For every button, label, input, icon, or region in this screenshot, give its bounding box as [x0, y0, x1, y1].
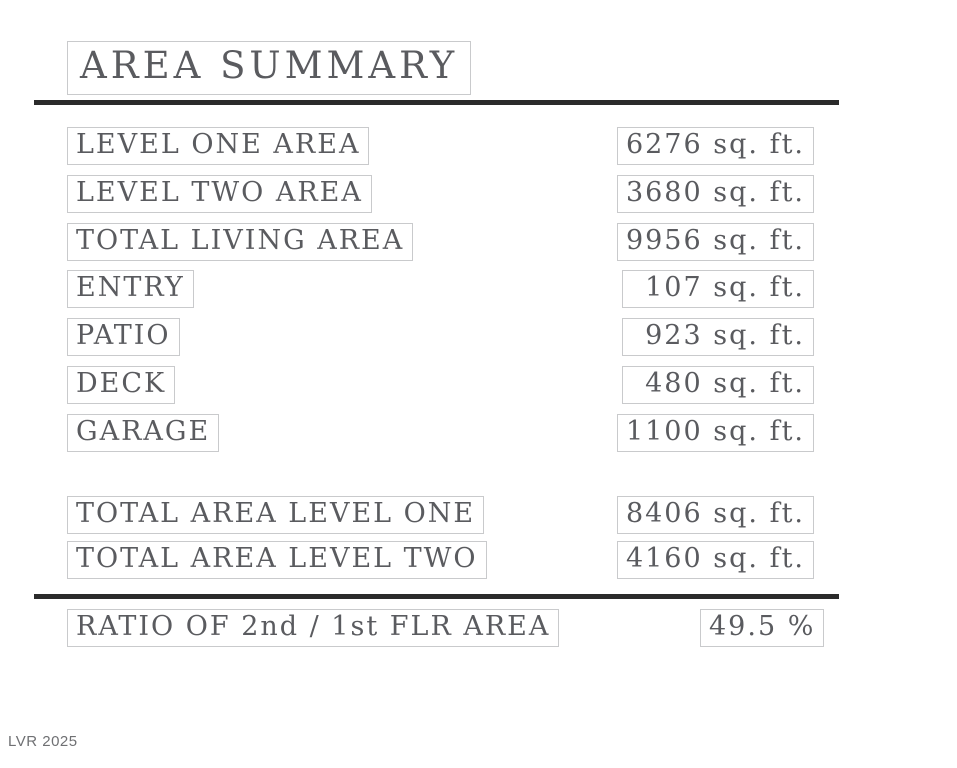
row-value	[617, 414, 814, 452]
total-value	[617, 541, 814, 579]
page-title: AREA SUMMARY	[67, 41, 471, 95]
table-row	[0, 270, 957, 316]
total-row	[0, 496, 957, 542]
row-value-unit: sq. ft.	[713, 129, 805, 160]
total-label: TOTAL AREA LEVEL TWO	[67, 541, 487, 579]
row-value-unit: sq. ft.	[713, 225, 805, 256]
row-value	[617, 175, 814, 213]
total-value-number: 8406	[625, 498, 703, 529]
row-value-unit: sq. ft.	[713, 416, 805, 447]
row-value	[622, 366, 814, 404]
row-label: GARAGE	[67, 414, 219, 452]
row-value-unit: sq. ft.	[713, 272, 805, 303]
total-value-unit: sq. ft.	[713, 498, 805, 529]
divider-bottom	[34, 594, 839, 599]
table-row	[0, 414, 957, 460]
divider-top	[34, 100, 839, 105]
table-row	[0, 366, 957, 412]
row-value-number: 6276	[625, 129, 703, 160]
row-value-number: 3680	[625, 177, 703, 208]
row-label: LEVEL TWO AREA	[67, 175, 372, 213]
row-value	[622, 318, 814, 356]
row-value	[617, 127, 814, 165]
row-label: ENTRY	[67, 270, 194, 308]
total-label: TOTAL AREA LEVEL ONE	[67, 496, 484, 534]
row-label: TOTAL LIVING AREA	[67, 223, 413, 261]
ratio-value: 49.5 %	[700, 609, 824, 647]
ratio-label: RATIO OF 2nd / 1st FLR AREA	[67, 609, 559, 647]
table-row	[0, 223, 957, 269]
footer-watermark: LVR 2025	[8, 733, 78, 750]
row-value-number: 480	[645, 368, 703, 399]
row-value-unit: sq. ft.	[713, 320, 805, 351]
row-label: LEVEL ONE AREA	[67, 127, 369, 165]
table-row	[0, 318, 957, 364]
total-value	[617, 496, 814, 534]
total-value-unit: sq. ft.	[713, 543, 805, 574]
total-value-number: 4160	[625, 543, 703, 574]
table-row	[0, 127, 957, 173]
row-value-unit: sq. ft.	[713, 368, 805, 399]
row-value-number: 923	[645, 320, 703, 351]
row-value-number: 9956	[625, 225, 703, 256]
total-row	[0, 541, 957, 587]
row-label: PATIO	[67, 318, 180, 356]
table-row	[0, 175, 957, 221]
row-value-number: 107	[645, 272, 703, 303]
row-value-unit: sq. ft.	[713, 177, 805, 208]
row-value	[617, 223, 814, 261]
row-value	[622, 270, 814, 308]
row-label: DECK	[67, 366, 175, 404]
row-value-number: 1100	[625, 416, 703, 447]
